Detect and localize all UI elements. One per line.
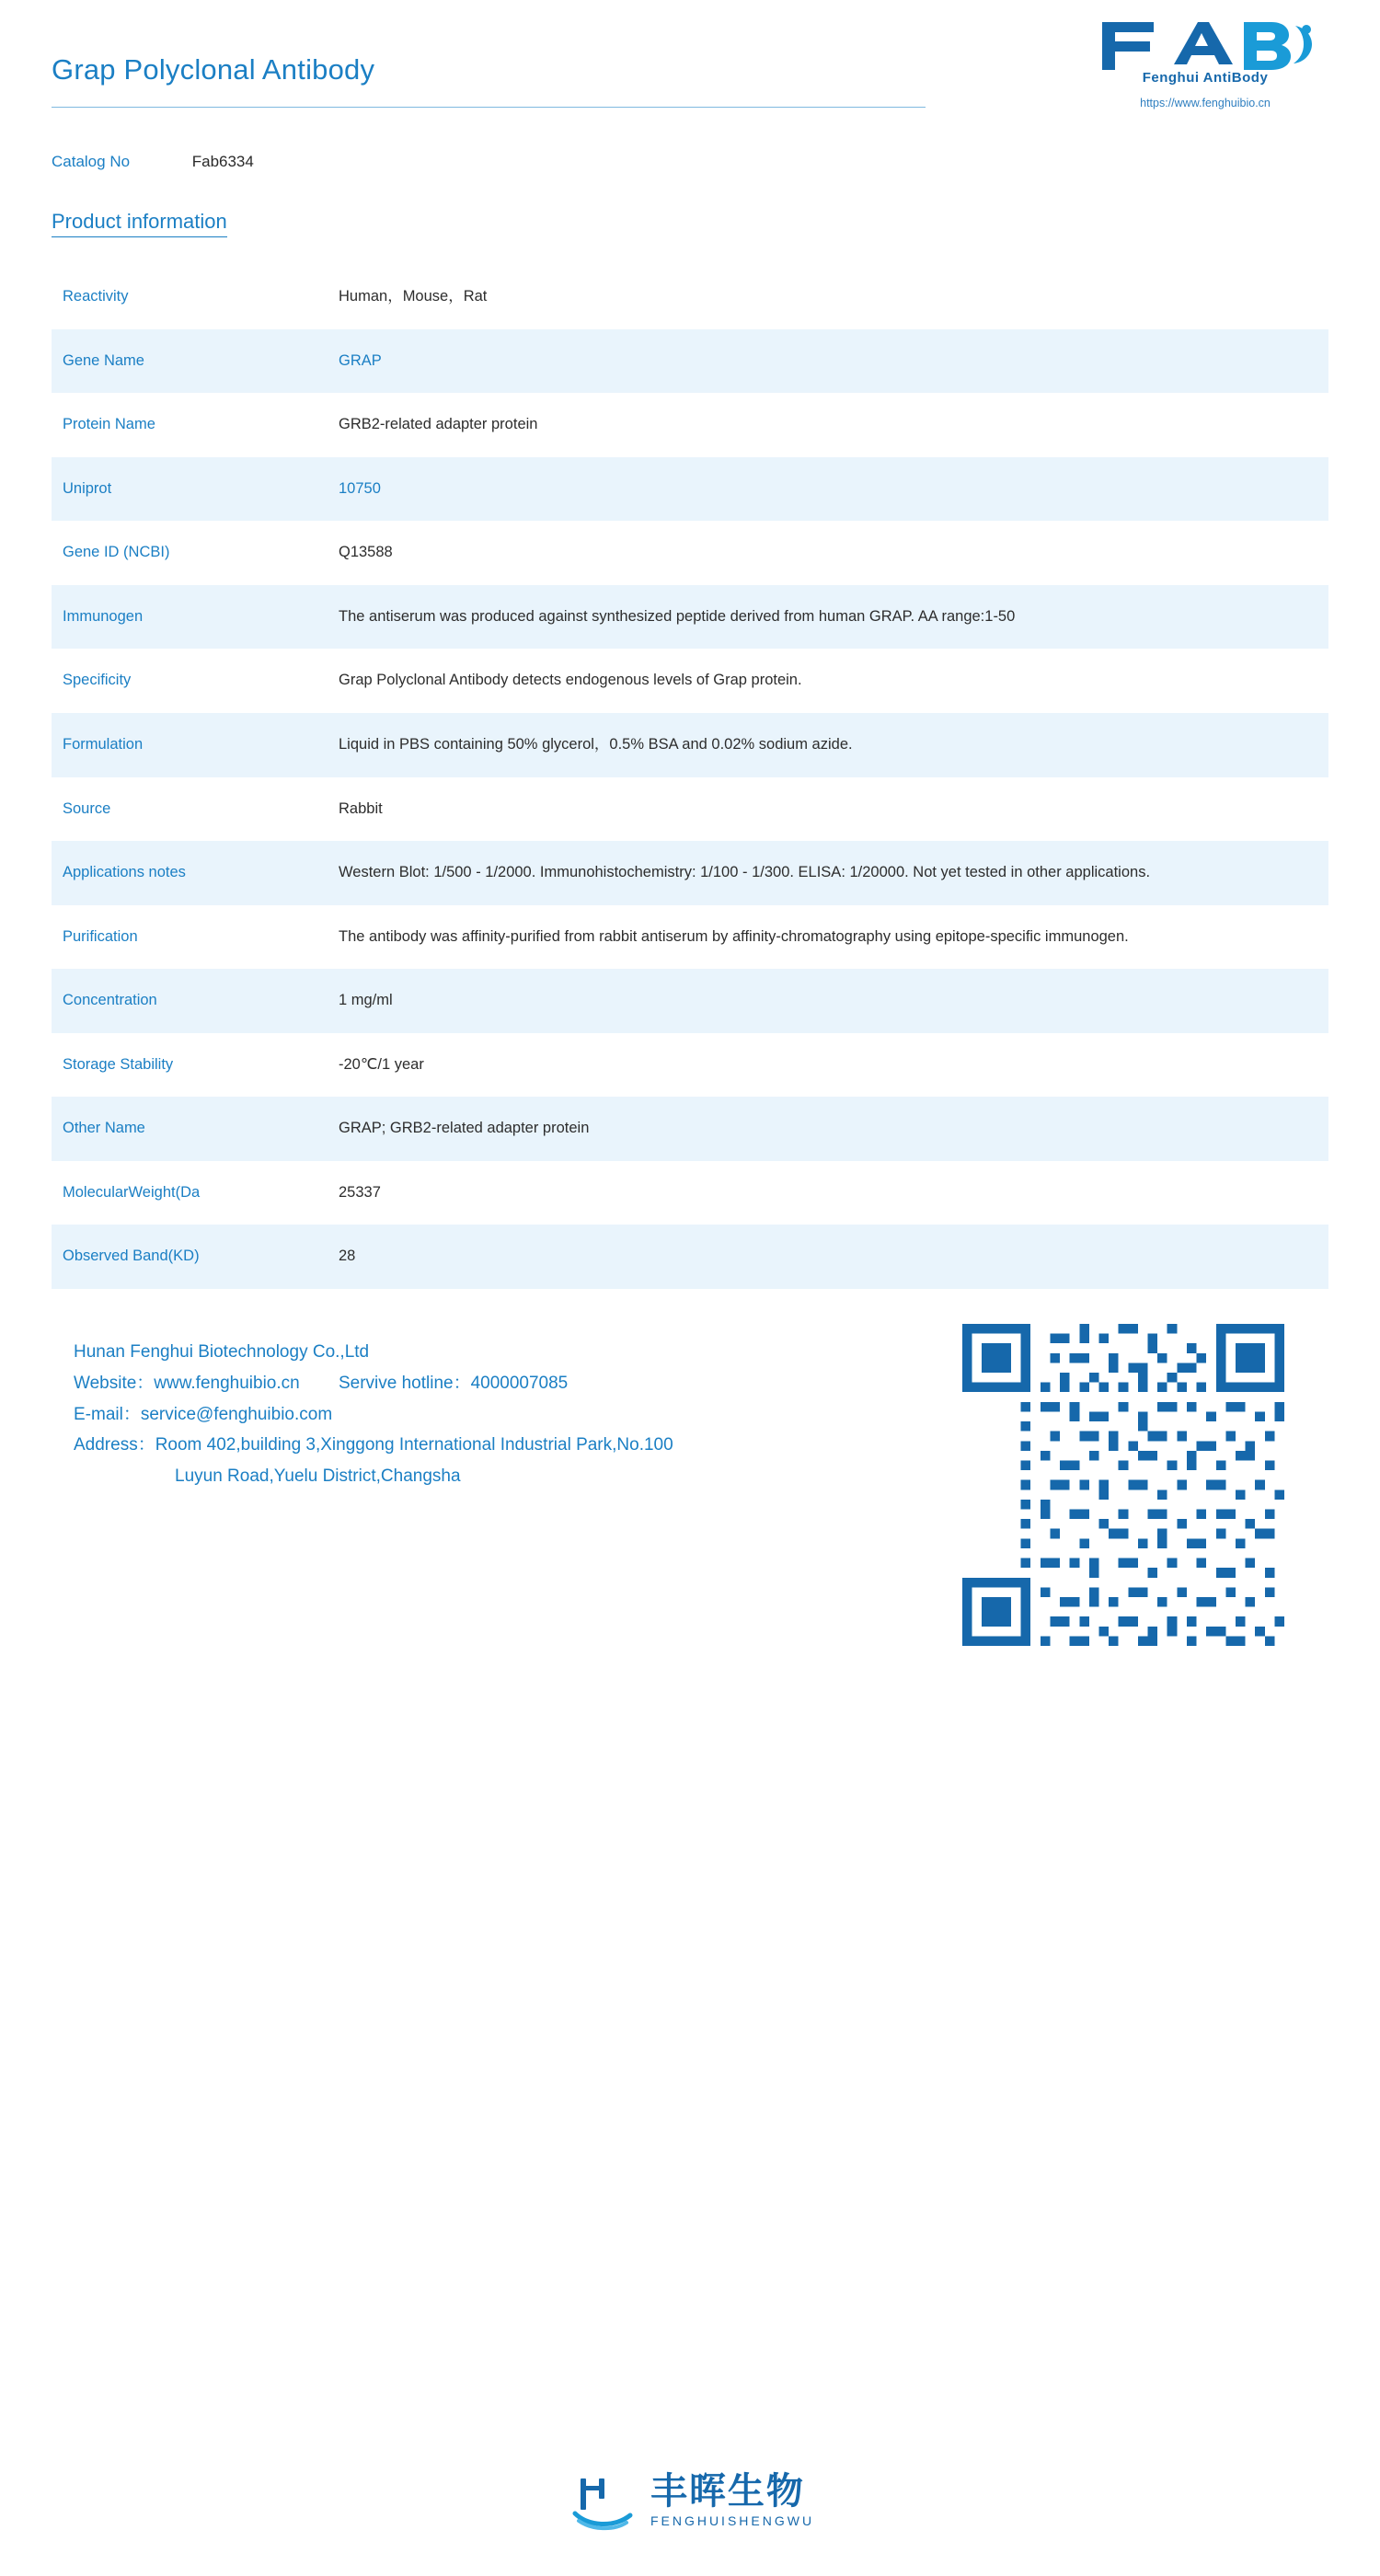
table-row bbox=[52, 905, 1328, 970]
table-row bbox=[52, 1161, 1328, 1225]
table-cell-value: Rabbit bbox=[339, 799, 383, 817]
address-line-1: Address：Room 402,building 3,Xinggong International Industrial Park,No.100 bbox=[74, 1435, 673, 1455]
table-cell-key: Other Name bbox=[63, 1120, 145, 1137]
table-cell-value: 1 mg/ml bbox=[339, 992, 393, 1009]
table-cell-key: Purification bbox=[63, 927, 138, 945]
brand-url[interactable]: https://www.fenghuibio.cn bbox=[1140, 97, 1271, 109]
table-row bbox=[52, 841, 1328, 905]
table-cell-key: Concentration bbox=[63, 992, 157, 1009]
fenghui-mark-icon bbox=[566, 2464, 638, 2536]
product-information-table bbox=[52, 265, 1328, 1289]
table-cell-value: The antiserum was produced against synthesized peptide derived from human GRAP. AA range:1-50 bbox=[339, 607, 1016, 625]
table-cell-key: Gene Name bbox=[63, 351, 144, 369]
contact-block bbox=[74, 1337, 673, 1492]
qr-code-icon bbox=[962, 1324, 1284, 1646]
table-cell-key: Storage Stability bbox=[63, 1055, 174, 1073]
brand-subtitle: Fenghui AntiBody bbox=[1142, 70, 1269, 86]
table-cell-key: Protein Name bbox=[63, 416, 155, 433]
table-cell-value: -20℃/1 year bbox=[339, 1055, 424, 1073]
table-cell-key: Uniprot bbox=[63, 479, 112, 497]
footer-brand-text bbox=[650, 2469, 815, 2528]
table-cell-value: Human，Mouse，Rat bbox=[339, 288, 488, 305]
table-cell-value: 28 bbox=[339, 1248, 356, 1265]
table-cell-value: Western Blot: 1/500 - 1/2000. Immunohistochemistry: 1/100 - 1/300. ELISA: 1/20000. Not yet tested in other applications. bbox=[339, 864, 1151, 881]
catalog-value: Fab6334 bbox=[191, 153, 254, 170]
table-cell-key: MolecularWeight(Da bbox=[63, 1183, 201, 1201]
table-cell-value: GRB2-related adapter protein bbox=[339, 416, 538, 433]
table-row bbox=[52, 649, 1328, 713]
table-cell-value: GRAP bbox=[339, 351, 382, 369]
table-cell-key: Formulation bbox=[63, 735, 144, 753]
footer-brand-cn: 丰晖生物 bbox=[650, 2469, 805, 2513]
table-row bbox=[52, 521, 1328, 585]
table-row bbox=[52, 969, 1328, 1033]
email-line: E-mail：service@fenghuibio.com bbox=[74, 1404, 333, 1424]
website-line: Website：www.fenghuibio.cn Servive hotline：4000007085 bbox=[74, 1373, 569, 1393]
table-row bbox=[52, 713, 1328, 777]
table-row bbox=[52, 777, 1328, 842]
table-row bbox=[52, 1033, 1328, 1098]
brand-logo bbox=[1086, 17, 1325, 109]
document-header bbox=[52, 0, 1328, 138]
document-footer bbox=[52, 1324, 1328, 1627]
table-row bbox=[52, 1097, 1328, 1161]
table-row bbox=[52, 457, 1328, 522]
table-cell-key: Source bbox=[63, 799, 111, 817]
table-cell-value: 10750 bbox=[339, 479, 381, 497]
table-cell-key: Immunogen bbox=[63, 607, 144, 625]
address-line-2: Luyun Road,Yuelu District,Changsha bbox=[175, 1466, 461, 1487]
catalog-label: Catalog No bbox=[52, 153, 131, 170]
catalog-row bbox=[52, 153, 1328, 171]
section-heading: Product information bbox=[52, 210, 227, 237]
table-row bbox=[52, 329, 1328, 394]
table-row bbox=[52, 393, 1328, 457]
table-row bbox=[52, 265, 1328, 329]
table-row bbox=[52, 1225, 1328, 1289]
table-cell-value: Q13588 bbox=[339, 544, 393, 561]
table-cell-key: Applications notes bbox=[63, 864, 186, 881]
footer-brand-en: FENGHUISHENGWU bbox=[650, 2513, 815, 2528]
table-cell-key: Specificity bbox=[63, 672, 132, 689]
table-row bbox=[52, 585, 1328, 650]
table-cell-value: The antibody was affinity-purified from rabbit antiserum by affinity-chromatography using epitope-specific immunogen. bbox=[339, 927, 1129, 945]
table-cell-key: Observed Band(KD) bbox=[63, 1248, 200, 1265]
table-cell-key: Gene ID (NCBI) bbox=[63, 544, 170, 561]
table-cell-value: Grap Polyclonal Antibody detects endogenous levels of Grap protein. bbox=[339, 672, 802, 689]
company-name: Hunan Fenghui Biotechnology Co.,Ltd bbox=[74, 1342, 370, 1362]
table-cell-value: GRAP; GRB2-related adapter protein bbox=[339, 1120, 590, 1137]
table-cell-value: Liquid in PBS containing 50% glycerol，0.5% BSA and 0.02% sodium azide. bbox=[339, 735, 853, 753]
table-cell-key: Reactivity bbox=[63, 288, 129, 305]
footer-brand bbox=[0, 2464, 1380, 2536]
title-divider bbox=[52, 107, 926, 108]
page-title: Grap Polyclonal Antibody bbox=[52, 53, 375, 86]
table-cell-value: 25337 bbox=[339, 1183, 381, 1201]
fab-logo-icon bbox=[1086, 17, 1325, 74]
